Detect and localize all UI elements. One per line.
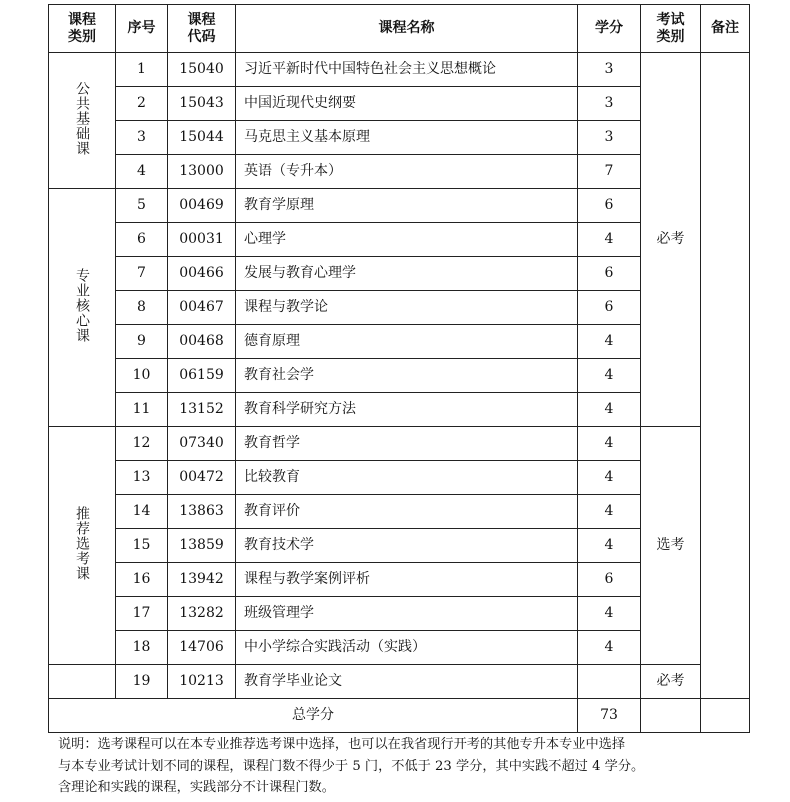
cell-code: 00031 — [168, 223, 236, 257]
cell-seq: 9 — [116, 325, 168, 359]
cell-credit: 4 — [578, 223, 641, 257]
group-recommended: 推荐选考课 — [49, 427, 116, 665]
cell-credit: 4 — [578, 427, 641, 461]
cell-credit: 7 — [578, 155, 641, 189]
table-row — [49, 53, 750, 87]
note-line-1: 说明：选考课程可以在本专业推荐选考课中选择，也可以在我省现行开考的其他专升本专业中选择 — [58, 737, 626, 752]
group-core: 专业核心课 — [49, 189, 116, 427]
cell-credit: 3 — [578, 87, 641, 121]
cell-credit: 4 — [578, 529, 641, 563]
cell-seq: 1 — [116, 53, 168, 87]
remark-column — [701, 53, 750, 699]
cell-code: 15044 — [168, 121, 236, 155]
total-label: 总学分 — [49, 699, 578, 733]
cell-name: 心理学 — [236, 223, 578, 257]
group-public: 公共基础课 — [49, 53, 116, 189]
cell-credit: 4 — [578, 359, 641, 393]
note-text — [58, 734, 758, 799]
cell-name: 班级管理学 — [236, 597, 578, 631]
header-seq: 序号 — [116, 5, 168, 53]
cell-credit: 3 — [578, 53, 641, 87]
cell-code: 10213 — [168, 665, 236, 699]
cell-name: 教育技术学 — [236, 529, 578, 563]
cell-seq: 6 — [116, 223, 168, 257]
cell-name: 中小学综合实践活动（实践） — [236, 631, 578, 665]
header-remark: 备注 — [701, 5, 750, 53]
cell-credit: 6 — [578, 291, 641, 325]
cell-name: 课程与教学案例评析 — [236, 563, 578, 597]
cell-credit: 6 — [578, 257, 641, 291]
cell-credit: 4 — [578, 393, 641, 427]
cell-seq: 8 — [116, 291, 168, 325]
cell-code: 00467 — [168, 291, 236, 325]
cell-name: 教育哲学 — [236, 427, 578, 461]
cell-seq: 12 — [116, 427, 168, 461]
cell-code: 15043 — [168, 87, 236, 121]
cell-seq: 13 — [116, 461, 168, 495]
total-exam-empty — [641, 699, 701, 733]
cell-seq: 19 — [116, 665, 168, 699]
cell-seq: 16 — [116, 563, 168, 597]
cell-code: 13863 — [168, 495, 236, 529]
total-remark-empty — [701, 699, 750, 733]
cell-name: 马克思主义基本原理 — [236, 121, 578, 155]
cell-seq: 5 — [116, 189, 168, 223]
cell-seq: 3 — [116, 121, 168, 155]
cell-name: 中国近现代史纲要 — [236, 87, 578, 121]
cell-code: 15040 — [168, 53, 236, 87]
course-table — [48, 4, 750, 733]
cell-credit: 4 — [578, 495, 641, 529]
cell-code: 06159 — [168, 359, 236, 393]
cell-seq: 2 — [116, 87, 168, 121]
table-row — [49, 427, 750, 461]
cell-credit: 4 — [578, 597, 641, 631]
cell-name: 德育原理 — [236, 325, 578, 359]
cell-code: 13282 — [168, 597, 236, 631]
cell-code: 07340 — [168, 427, 236, 461]
table-row — [49, 665, 750, 699]
cell-credit: 6 — [578, 189, 641, 223]
cell-credit: 3 — [578, 121, 641, 155]
cell-name: 教育学毕业论文 — [236, 665, 578, 699]
cell-code: 13942 — [168, 563, 236, 597]
header-name: 课程名称 — [236, 5, 578, 53]
cell-code: 14706 — [168, 631, 236, 665]
cell-seq: 7 — [116, 257, 168, 291]
cell-name: 习近平新时代中国特色社会主义思想概论 — [236, 53, 578, 87]
cell-seq: 11 — [116, 393, 168, 427]
cell-name: 教育学原理 — [236, 189, 578, 223]
cell-seq: 18 — [116, 631, 168, 665]
total-row — [49, 699, 750, 733]
cell-name: 课程与教学论 — [236, 291, 578, 325]
cell-name: 英语（专升本） — [236, 155, 578, 189]
cell-code: 00469 — [168, 189, 236, 223]
cell-code: 00472 — [168, 461, 236, 495]
cell-name: 教育评价 — [236, 495, 578, 529]
cell-credit: 4 — [578, 631, 641, 665]
note-line-3: 含理论和实践的课程，实践部分不计课程门数。 — [58, 780, 335, 795]
header-row — [49, 5, 750, 53]
exam-type-thesis: 必考 — [641, 665, 701, 699]
header-code: 课程 代码 — [168, 5, 236, 53]
cell-credit: 6 — [578, 563, 641, 597]
cell-name: 发展与教育心理学 — [236, 257, 578, 291]
exam-type-required: 必考 — [641, 53, 701, 427]
cell-seq: 10 — [116, 359, 168, 393]
cell-seq: 4 — [116, 155, 168, 189]
group-empty — [49, 665, 116, 699]
cell-name: 教育社会学 — [236, 359, 578, 393]
cell-name: 比较教育 — [236, 461, 578, 495]
total-value: 73 — [578, 699, 641, 733]
cell-name: 教育科学研究方法 — [236, 393, 578, 427]
cell-seq: 17 — [116, 597, 168, 631]
cell-code: 13000 — [168, 155, 236, 189]
exam-type-elective: 选考 — [641, 427, 701, 665]
header-credit: 学分 — [578, 5, 641, 53]
note-line-2: 与本专业考试计划不同的课程，课程门数不得少于 5 门，不低于 23 学分，其中实践不超过 4 学分。 — [58, 758, 645, 774]
cell-seq: 15 — [116, 529, 168, 563]
cell-credit — [578, 665, 641, 699]
cell-credit: 4 — [578, 461, 641, 495]
cell-credit: 4 — [578, 325, 641, 359]
cell-seq: 14 — [116, 495, 168, 529]
header-exam-type: 考试 类别 — [641, 5, 701, 53]
header-category: 课程 类别 — [49, 5, 116, 53]
course-plan-sheet — [48, 4, 749, 733]
cell-code: 00466 — [168, 257, 236, 291]
cell-code: 13859 — [168, 529, 236, 563]
cell-code: 00468 — [168, 325, 236, 359]
cell-code: 13152 — [168, 393, 236, 427]
